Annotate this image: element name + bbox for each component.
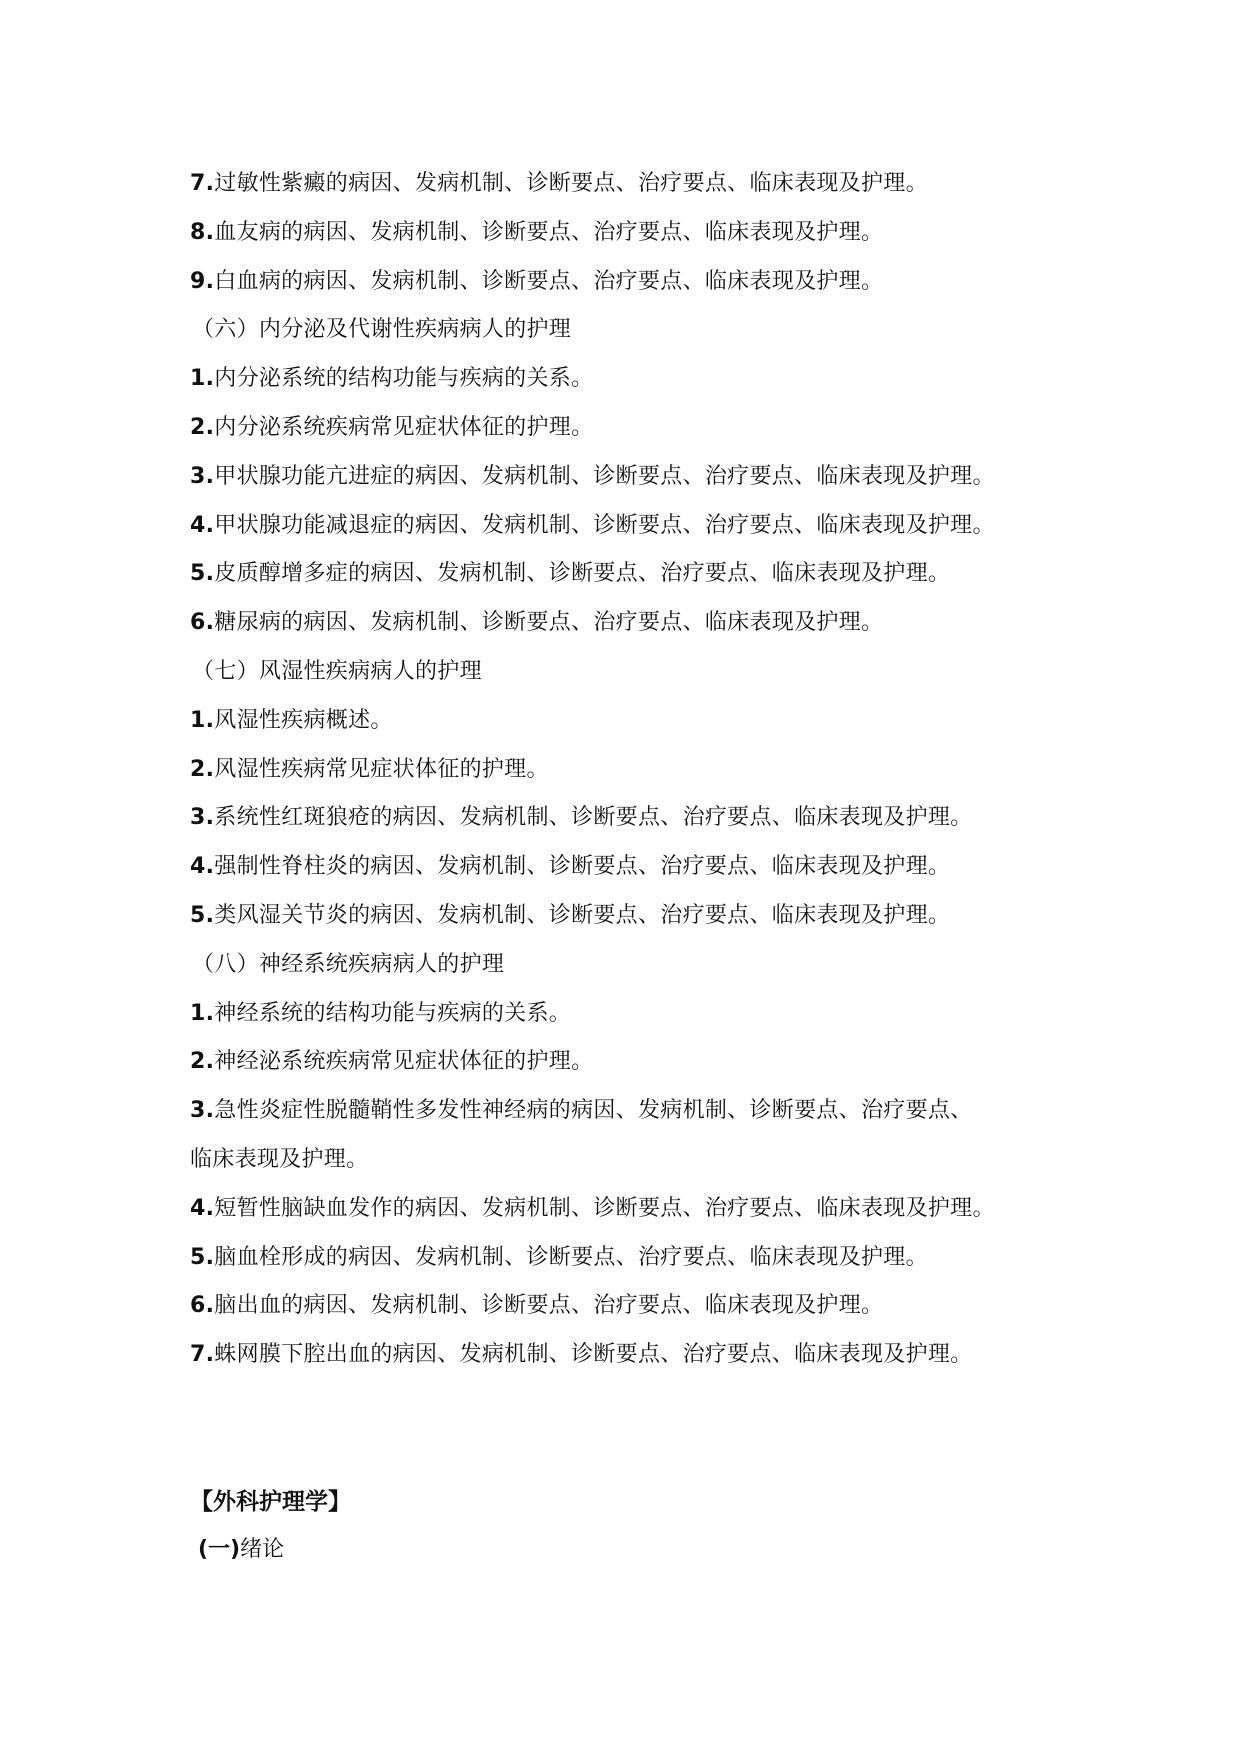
list-item-number: 2. [190,1049,215,1075]
section-heading: （七）风湿性疾病病人的护理 [192,658,482,684]
list-item [190,1185,1090,1234]
list-item [190,990,1090,1039]
list-item-text: 脑出血的病因、发病机制、诊断要点、治疗要点、临床表现及护理。 [214,1293,884,1319]
list-item-number: 4. [190,1195,215,1221]
list-item [190,502,1090,551]
list-item [190,697,1090,746]
list-item-text: 皮质醇增多症的病因、发病机制、诊断要点、治疗要点、临床表现及护理。 [214,561,951,587]
list-item-number: 1. [190,707,215,733]
list-item-text: 风湿性疾病常见症状体征的护理。 [214,756,549,782]
list-item-text: 内分泌系统的结构功能与疾病的关系。 [214,366,594,392]
list-item-number: 4. [190,854,215,880]
list-item [190,892,1090,941]
list-item-text: 糖尿病的病因、发病机制、诊断要点、治疗要点、临床表现及护理。 [214,610,884,636]
list-item-text: 强制性脊柱炎的病因、发病机制、诊断要点、治疗要点、临床表现及护理。 [214,854,951,880]
section-heading: （六）内分泌及代谢性疾病病人的护理 [192,317,572,343]
list-item-text: 短暂性脑缺血发作的病因、发病机制、诊断要点、治疗要点、临床表现及护理。 [214,1195,995,1221]
list-item [190,1331,1090,1380]
list-item-text: 甲状腺功能亢进症的病因、发病机制、诊断要点、治疗要点、临床表现及护理。 [214,463,995,489]
list-item-number: 6. [190,1293,215,1319]
list-item-number: 3. [190,1098,215,1124]
subsection-title: 绪论 [240,1536,285,1562]
list-item-number: 2. [190,414,215,440]
list-item-text: 脑血栓形成的病因、发病机制、诊断要点、治疗要点、临床表现及护理。 [214,1244,928,1270]
list-item-number: 7. [190,1342,215,1368]
list-item [190,794,1090,843]
list-item-number: 1. [190,1000,215,1026]
list-item-number: 9. [190,268,215,294]
list-item-number: 3. [190,805,215,831]
list-item-text: 血友病的病因、发病机制、诊断要点、治疗要点、临床表现及护理。 [214,219,884,245]
list-item [190,355,1090,404]
list-item-text: 神经系统的结构功能与疾病的关系。 [214,1000,572,1026]
list-item-number: 5. [190,561,215,587]
surgery-nursing-heading: 【外科护理学】 [190,1488,351,1515]
list-item-number: 8. [190,219,215,245]
list-item [190,209,1090,258]
list-item [190,1038,1090,1087]
list-item-text: 甲状腺功能减退症的病因、发病机制、诊断要点、治疗要点、临床表现及护理。 [214,512,995,538]
list-item [190,453,1090,502]
list-item [190,1282,1090,1331]
list-item-number: 3. [190,463,215,489]
list-item [190,746,1090,795]
list-item [190,1087,1090,1136]
list-item-number: 4. [190,512,215,538]
syllabus-lines [190,160,1090,1380]
list-item [190,550,1090,599]
list-item-text: 蛛网膜下腔出血的病因、发病机制、诊断要点、治疗要点、临床表现及护理。 [214,1342,973,1368]
surgery-subsection-heading [190,1526,1090,1574]
list-item-text: 内分泌系统疾病常见症状体征的护理。 [214,414,594,440]
list-item-number: 7. [190,171,215,196]
list-item-number: 5. [190,1244,215,1270]
list-item-text: 急性炎症性脱髓鞘性多发性神经病的病因、发病机制、诊断要点、治疗要点、 [214,1098,973,1124]
list-item [190,599,1090,648]
list-item-number: 5. [190,902,215,928]
list-item-text: 过敏性紫癜的病因、发病机制、诊断要点、治疗要点、临床表现及护理。 [214,171,928,196]
list-item-number: 6. [190,610,215,636]
document-content [190,160,1090,1574]
list-item [190,160,1090,209]
list-item [190,404,1090,453]
list-item-number: 2. [190,756,215,782]
list-item-text: 风湿性疾病概述。 [214,707,393,733]
list-item-continuation: 临床表现及护理。 [190,1146,369,1172]
list-item-text: 神经泌系统疾病常见症状体征的护理。 [214,1049,594,1075]
section-gap [190,1380,1090,1478]
subsection-number: (一) [198,1536,241,1562]
list-item [190,1234,1090,1283]
section-heading: （八）神经系统疾病病人的护理 [192,951,505,977]
list-item [190,843,1090,892]
list-item-text: 白血病的病因、发病机制、诊断要点、治疗要点、临床表现及护理。 [214,268,884,294]
list-item-number: 1. [190,366,215,392]
list-item-text: 类风湿关节炎的病因、发病机制、诊断要点、治疗要点、临床表现及护理。 [214,902,951,928]
list-item-text: 系统性红斑狼疮的病因、发病机制、诊断要点、治疗要点、临床表现及护理。 [214,805,973,831]
list-item [190,258,1090,307]
